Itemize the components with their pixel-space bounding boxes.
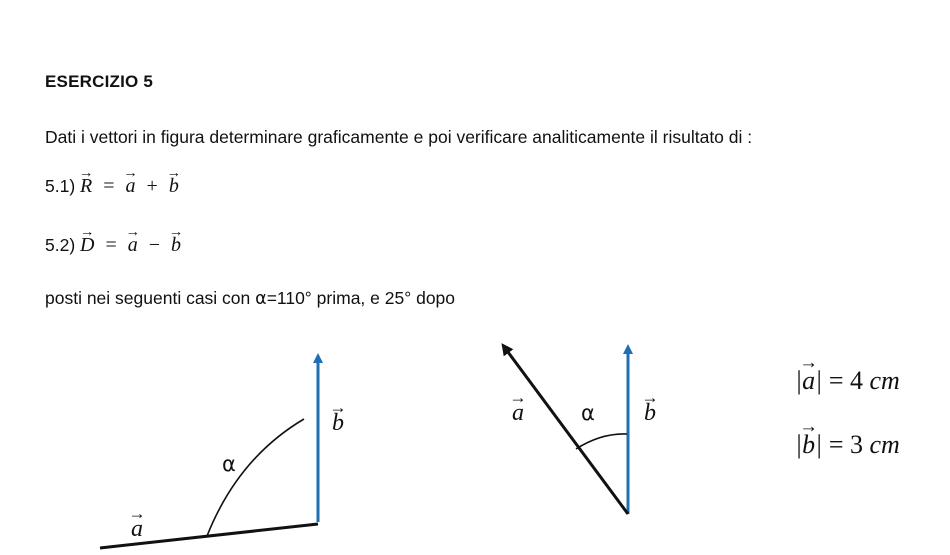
figure2-angle-arc xyxy=(576,434,627,449)
figure2-label-a: → a xyxy=(512,400,524,427)
cases-text-after: dopo xyxy=(411,288,456,308)
magnitude-b: |→ b| = 3 cm xyxy=(795,430,900,460)
equals-sign: = xyxy=(103,175,115,197)
magnitude-b-value: 3 xyxy=(849,430,863,459)
magnitude-b-vector: → b xyxy=(802,430,815,460)
figure1-label-alpha: α xyxy=(222,452,236,476)
magnitude-a: |→ a| = 4 cm xyxy=(795,366,900,396)
magnitude-a-vector: → a xyxy=(802,366,815,396)
vector-a: → a xyxy=(126,175,136,198)
magnitude-a-unit: cm xyxy=(869,366,900,395)
exercise-instructions: Dati i vettori in figura determinare graficamente e poi verificare analiticamente il risultato di : xyxy=(45,127,753,147)
figure2-label-b: → b xyxy=(644,400,656,427)
figure1-angle-arc xyxy=(207,419,304,536)
alpha-symbol: α xyxy=(255,289,267,309)
figure1-label-a: → a xyxy=(131,516,143,543)
cases-text-before: posti nei seguenti casi con xyxy=(45,288,256,308)
item-number: 5.1) xyxy=(45,176,76,196)
exercise-title: ESERCIZIO 5 xyxy=(45,72,154,91)
equals-sign: = xyxy=(105,234,117,256)
item-number: 5.2) xyxy=(45,235,76,255)
magnitude-a-value: 4 xyxy=(849,366,863,395)
vector-b: → b xyxy=(171,234,181,257)
second-angle: 25° xyxy=(384,288,412,308)
cases-text-middle: prima, e xyxy=(311,288,385,308)
figure2-vector-a xyxy=(505,348,628,514)
vector-r: → R xyxy=(80,175,92,198)
magnitude-b-equals: = xyxy=(828,430,844,459)
operator: − xyxy=(148,234,161,256)
vector-b: → b xyxy=(169,175,179,198)
operator: + xyxy=(146,175,158,197)
figure2-label-alpha: α xyxy=(581,401,595,425)
magnitude-a-equals: = xyxy=(828,366,844,395)
vector-d: → D xyxy=(80,234,94,257)
figure1-label-b: → b xyxy=(332,410,344,437)
vector-a: → a xyxy=(128,234,138,257)
alpha-value: =110° xyxy=(266,288,312,308)
magnitude-b-unit: cm xyxy=(869,430,900,459)
